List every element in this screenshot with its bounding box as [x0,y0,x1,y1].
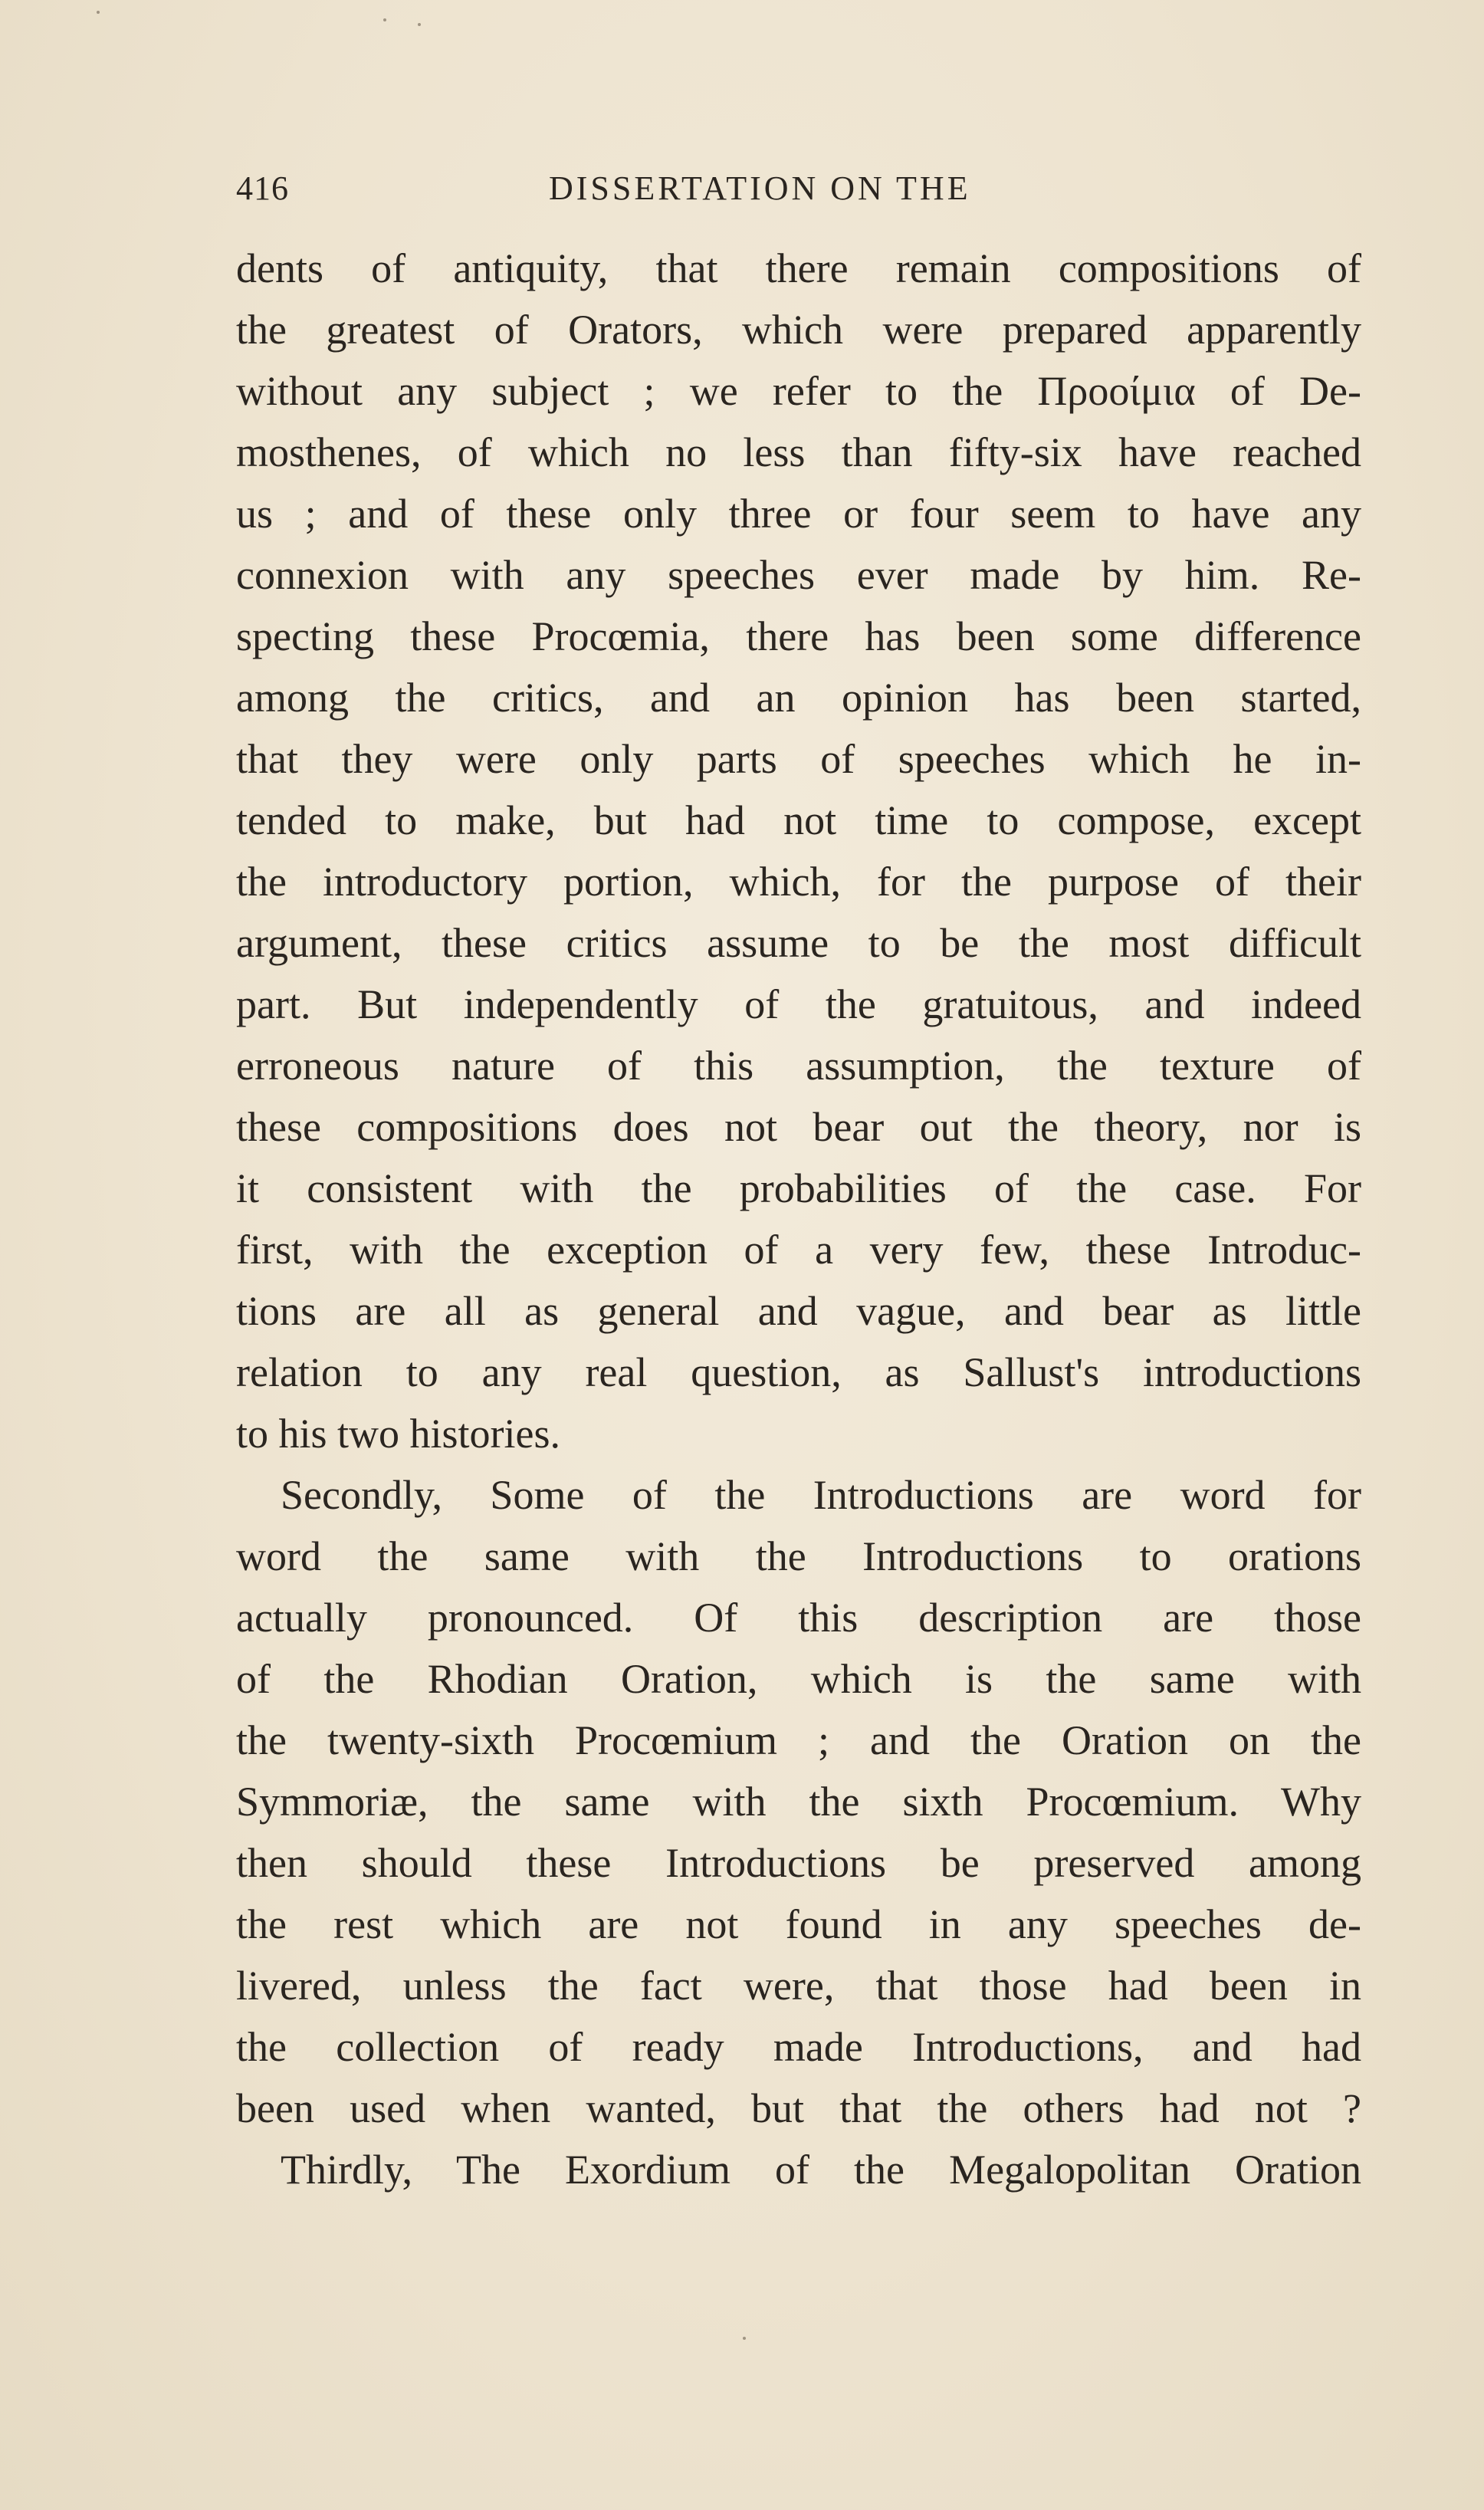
text-line: word the same with the Introductions to orations [236,1533,1361,1579]
text-line: specting these Procœmia, there has been some difference [236,613,1361,659]
text-line: dents of antiquity, that there remain compositions of [236,245,1361,291]
text-line: relation to any real question, as Sallust's introductions [236,1349,1361,1395]
text-line: Thirdly, The Exordium of the Megalopolitan Oration [281,2147,1361,2193]
running-head: DISSERTATION ON THE [549,169,971,207]
text-line: tended to make, but had not time to compose, except [236,797,1361,843]
text-line: first, with the exception of a very few, these Introduc- [236,1227,1361,1273]
ink-speck [383,18,386,21]
text-line: then should these Introductions be preserved among [236,1840,1361,1886]
ink-speck [97,11,100,14]
text-line: the twenty-sixth Procœmium ; and the Oration on the [236,1717,1361,1763]
text-line: erroneous nature of this assumption, the texture of [236,1043,1361,1089]
text-line: tions are all as general and vague, and bear as little [236,1288,1361,1334]
text-line: the rest which are not found in any speeches de- [236,1901,1361,1947]
text-line: the introductory portion, which, for the purpose of their [236,859,1361,905]
text-line: us ; and of these only three or four seem to have any [236,491,1361,537]
text-line: livered, unless the fact were, that those had been in [236,1963,1361,2009]
text-line: Symmoriæ, the same with the sixth Procœmium. Why [236,1779,1361,1825]
text-line: of the Rhodian Oration, which is the same with [236,1656,1361,1702]
text-line: that they were only parts of speeches which he in- [236,736,1361,782]
ink-speck [418,23,421,26]
text-line: the collection of ready made Introductions, and had [236,2024,1361,2070]
text-line: among the critics, and an opinion has been started, [236,675,1361,721]
text-line: actually pronounced. Of this description are those [236,1595,1361,1641]
text-line: mosthenes, of which no less than fifty-six have reached [236,429,1361,475]
text-line: without any subject ; we refer to the Προοίμια of De- [236,368,1361,414]
text-line: part. But independently of the gratuitous, and indeed [236,981,1361,1027]
text-line: to his two histories. [236,1411,561,1457]
text-line: argument, these critics assume to be the most difficult [236,920,1361,966]
text-line: it consistent with the probabilities of the case. For [236,1165,1361,1211]
page-number: 416 [236,169,289,207]
ink-speck [743,2337,746,2340]
text-line: been used when wanted, but that the others had not ? [236,2085,1361,2131]
text-line: Secondly, Some of the Introductions are word for [281,1472,1361,1518]
page-header [236,169,1361,215]
text-line: the greatest of Orators, which were prepared apparently [236,307,1361,353]
text-line: connexion with any speeches ever made by him. Re- [236,552,1361,598]
text-line: these compositions does not bear out the theory, nor is [236,1104,1361,1150]
